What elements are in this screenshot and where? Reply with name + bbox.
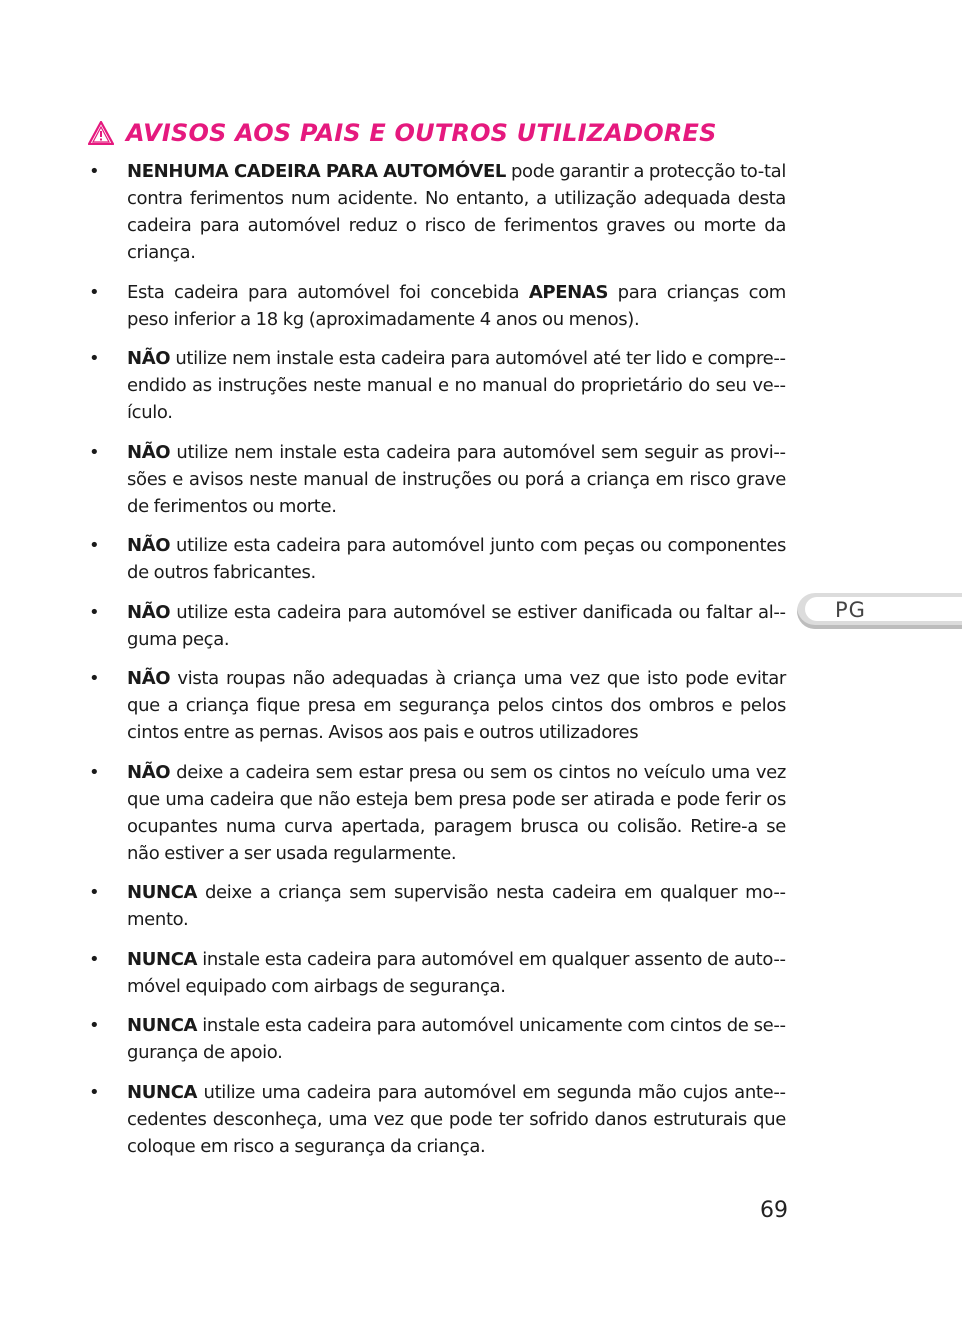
warning-text-body: instale esta cadeira para automóvel unicamente com cintos de se-gurança de apoio. (127, 1015, 786, 1063)
warning-text-body: para crianças com peso inferior a 18 kg (aproximadamente 4 anos ou menos). (127, 281, 786, 330)
warning-text-body: vista roupas não adequadas à criança uma vez que isto pode evitar que a criança fique presa em segurança pelos cintos dos ombros e pelos cintos entre as pernas. Avisos aos pais e outros utilizadores (127, 668, 786, 743)
warning-keyword: NÃO (127, 535, 171, 556)
warning-keyword: NÃO (127, 441, 171, 463)
warning-keyword: NUNCA (127, 948, 198, 970)
bullet-point: • (89, 161, 100, 182)
warning-text-body: utilize esta cadeira para automóvel se estiver danificada ou faltar al-guma peça. (127, 601, 786, 650)
warning-item (84, 1012, 786, 1066)
warning-text (127, 665, 786, 746)
section-title: AVISOS AOS PAIS E OUTROS UTILIZADORES (126, 119, 717, 147)
warning-item (84, 345, 786, 426)
language-tab (797, 593, 962, 629)
warning-keyword: NUNCA (127, 1081, 198, 1103)
warning-text (127, 158, 786, 266)
warning-item (84, 439, 786, 520)
warning-item (84, 759, 786, 867)
warning-item (84, 279, 786, 333)
warning-list (84, 158, 786, 1172)
warning-text-body: utilize uma cadeira para automóvel em segunda mão cujos ante-cedentes desconheça, uma vez que pode ter sofrido danos estruturais que coloque em risco a segurança da criança. (127, 1081, 786, 1157)
page-number: 69 (760, 1198, 788, 1223)
warning-text-lead: Esta cadeira para automóvel foi concebida (127, 281, 529, 303)
bullet-point: • (89, 348, 100, 369)
bullet-point: • (89, 1015, 100, 1036)
warning-keyword: APENAS (528, 281, 609, 303)
warning-text (127, 879, 786, 933)
warning-text-body: pode garantir a protecção to-tal contra ferimentos num acidente. No entanto, a utilização adequada desta cadeira para automóvel reduz o risco de ferimentos graves ou morte da criança. (127, 161, 786, 263)
warning-text (127, 345, 786, 426)
section-heading (88, 119, 717, 147)
bullet-point: • (89, 281, 100, 303)
bullet-point: • (89, 668, 100, 689)
warning-keyword: NUNCA (127, 1015, 198, 1036)
warning-text (127, 279, 786, 333)
warning-text-body: utilize nem instale esta cadeira para automóvel sem seguir as provi-sões e avisos neste manual de instruções ou porá a criança em risco grave de ferimentos ou morte. (127, 441, 786, 517)
warning-item (84, 879, 786, 933)
bullet-point: • (89, 601, 100, 623)
bullet-point: • (89, 535, 100, 556)
warning-text (127, 1012, 786, 1066)
warning-keyword: NÃO (127, 601, 171, 623)
warning-item (84, 1079, 786, 1160)
warning-text (127, 946, 786, 1000)
bullet-point: • (89, 882, 100, 903)
language-tab-label: PG (835, 598, 866, 622)
bullet-point: • (89, 1081, 100, 1103)
warning-item (84, 599, 786, 653)
warning-keyword: NÃO (127, 348, 171, 369)
warning-text-body: deixe a cadeira sem estar presa ou sem os cintos no veículo uma vez que uma cadeira que não esteja bem presa pode ser atirada e pode ferir os ocupantes numa curva apertada, paragem brusca ou colisão. Retire-a se não estiver a ser usada regularmente. (127, 761, 786, 864)
warning-keyword: NÃO (127, 761, 171, 783)
warning-text-body: utilize esta cadeira para automóvel junto com peças ou componentes de outros fabricantes. (127, 535, 786, 583)
warning-text-body: utilize nem instale esta cadeira para automóvel até ter lido e compre-endido as instruções neste manual e no manual do proprietário do seu ve-ículo. (127, 348, 786, 423)
warning-triangle-icon (88, 121, 114, 145)
bullet-point: • (89, 948, 100, 970)
warning-text-body: instale esta cadeira para automóvel em qualquer assento de auto-móvel equipado com airbags de segurança. (127, 948, 786, 997)
warning-keyword: NUNCA (127, 882, 198, 903)
warning-text (127, 1079, 786, 1160)
warning-keyword: NÃO (127, 668, 171, 689)
warning-text-body: deixe a criança sem supervisão nesta cadeira em qualquer mo-mento. (127, 882, 786, 930)
warning-text (127, 532, 786, 586)
warning-item (84, 665, 786, 746)
warning-keyword: NENHUMA CADEIRA PARA AUTOMÓVEL (127, 161, 507, 182)
warning-text (127, 599, 786, 653)
warning-text (127, 439, 786, 520)
bullet-point: • (89, 441, 100, 463)
warning-text (127, 759, 786, 867)
warning-item (84, 532, 786, 586)
bullet-point: • (89, 761, 100, 783)
warning-item (84, 158, 786, 266)
warning-item (84, 946, 786, 1000)
